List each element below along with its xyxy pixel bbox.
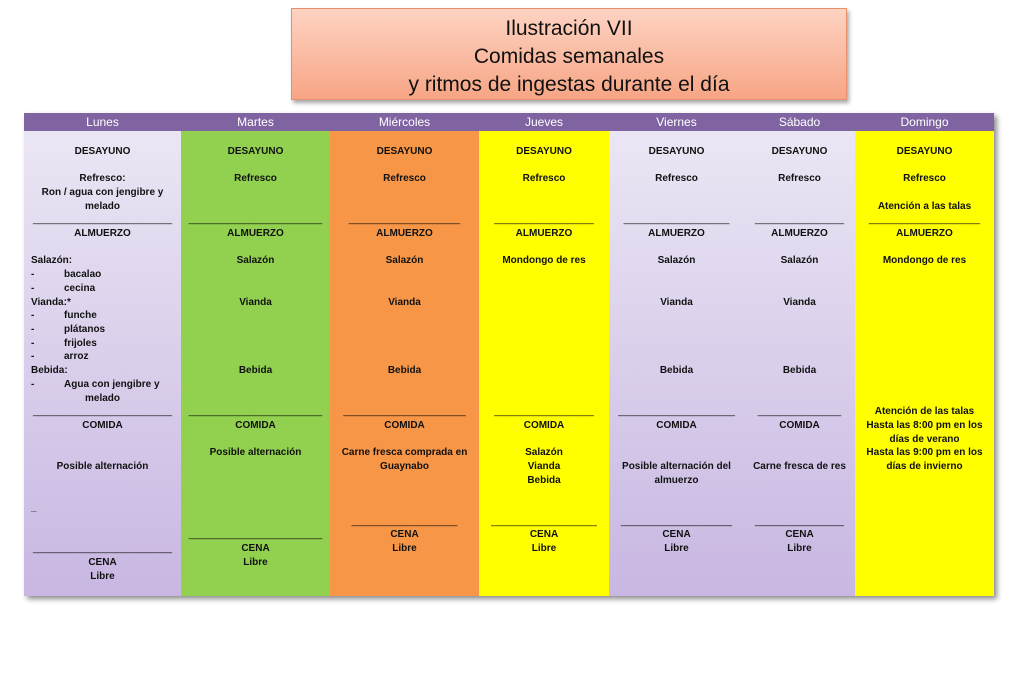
lunes-comida-desc: Posible alternación [56,461,149,472]
column-domingo [855,131,994,596]
header-martes: Martes [237,115,274,129]
separator: ___________________ [623,214,730,225]
separator: ___________________ [351,516,458,527]
sabado-salazon: Salazón [780,255,819,266]
header-miercoles: Miércoles [378,115,431,129]
miercoles-cena: CENA [390,529,419,540]
dash: - [31,310,35,321]
sabado-cena: CENA [785,529,814,540]
jueves-cena: CENA [529,529,559,540]
domingo-atencion: Atención a las talas [877,201,972,212]
separator: ________________ [755,516,844,527]
sabado-comida-desc: Carne fresca de res [753,461,846,472]
separator: _____________________ [618,406,735,417]
lunes-item-frijoles: frijoles [64,338,97,349]
column-sabado [744,131,855,596]
domingo-refresco: Refresco [903,173,946,184]
lunes-bebida: Bebida: [31,365,68,376]
domingo-almuerzo-desc: Mondongo de res [882,255,967,266]
viernes-almuerzo: ALMUERZO [648,228,705,239]
viernes-comida: COMIDA [656,420,697,431]
separator: ________________________ [188,406,323,417]
jueves-cena-desc: Libre [531,543,557,554]
viernes-cena: CENA [662,529,691,540]
lunes-refresco-desc-2: melado [84,201,120,212]
separator: ___________________ [491,516,597,527]
weekly-meals-table [24,113,994,596]
miercoles-bebida: Bebida [387,365,422,376]
sabado-comida: COMIDA [779,420,820,431]
header-sabado: Sábado [778,115,821,129]
lunes-almuerzo: ALMUERZO [74,228,131,239]
column-viernes [609,131,744,596]
header-viernes: Viernes [656,115,697,129]
lunes-item-cecina: cecina [64,283,96,294]
separator: _________________________ [32,543,173,554]
separator: ______________________ [343,406,466,417]
lunes-item-platanos: plátanos [64,324,106,335]
separator: ____________________ [620,516,733,527]
lunes-desayuno: DESAYUNO [74,146,131,157]
sabado-cena-desc: Libre [787,543,812,554]
martes-vianda: Vianda [239,297,272,308]
viernes-cena-desc: Libre [664,543,689,554]
column-martes [181,131,330,596]
miercoles-cena-desc: Libre [392,543,417,554]
sabado-almuerzo: ALMUERZO [771,228,828,239]
martes-almuerzo: ALMUERZO [227,228,284,239]
lunes-refresco-desc: Ron / agua con jengibre y [41,187,164,198]
jueves-refresco: Refresco [522,173,566,184]
dash: - [31,338,35,349]
lunes-salazon: Salazón: [31,255,73,266]
sabado-refresco: Refresco [778,173,821,184]
title-line-1: Ilustración VII [505,17,633,40]
martes-cena: CENA [241,543,270,554]
title-box [291,8,847,100]
miercoles-almuerzo: ALMUERZO [376,228,433,239]
martes-refresco: Refresco [234,173,277,184]
jueves-comida: COMIDA [523,420,565,431]
header-domingo: Domingo [900,115,949,129]
domingo-horario-verano: Hasta las 8:00 pm en los [866,420,983,431]
separator: _________________________ [32,406,173,417]
lunes-item-bacalao: bacalao [64,269,102,280]
jueves-almuerzo-desc: Mondongo de res [502,255,586,266]
separator: _________________________ [32,214,173,225]
domingo-desayuno: DESAYUNO [896,146,953,157]
martes-comida: COMIDA [235,420,276,431]
lunes-item-agua: Agua con jengibre y [64,379,160,390]
miercoles-salazon: Salazón [385,255,424,266]
sabado-vianda: Vianda [783,297,816,308]
domingo-horario-invierno-2: días de invierno [886,461,963,472]
separator: ____________________ [348,214,461,225]
miercoles-desayuno: DESAYUNO [376,146,433,157]
separator: ____________________ [868,214,981,225]
dash: - [31,269,35,280]
separator: __________________ [493,214,595,225]
lunes-cena: CENA [88,557,117,568]
viernes-desayuno: DESAYUNO [648,146,705,157]
domingo-horario-verano-2: días de verano [889,434,960,445]
viernes-comida-desc: Posible alternación del [622,461,731,472]
domingo-almuerzo: ALMUERZO [896,228,953,239]
column-lunes [24,131,181,596]
sabado-bebida: Bebida [782,365,817,376]
title-line-3: y ritmos de ingestas durante el día [408,73,730,96]
domingo-horario-invierno: Hasta las 9:00 pm en los [866,447,983,458]
martes-comida-desc: Posible alternación [209,447,302,458]
viernes-refresco: Refresco [655,173,698,184]
column-miercoles [330,131,479,596]
separator: ________________________ [188,214,323,225]
lunes-item-arroz: arroz [64,351,89,362]
separator: _______________ [757,406,842,417]
viernes-salazon: Salazón [657,255,696,266]
dash: - [31,379,35,390]
jueves-comida-bebida: Bebida [527,475,561,486]
column-jueves [479,131,609,596]
lunes-blank-mark: _ [31,502,37,513]
jueves-comida-salazon: Salazón [525,447,563,458]
lunes-comida: COMIDA [82,420,123,431]
dash: - [31,324,35,335]
dash: - [31,283,35,294]
dash: - [31,351,35,362]
miercoles-refresco: Refresco [383,173,426,184]
martes-cena-desc: Libre [243,557,268,568]
miercoles-comida: COMIDA [384,420,425,431]
lunes-item-funche: funche [64,310,97,321]
martes-salazon: Salazón [236,255,275,266]
header-jueves: Jueves [524,115,564,129]
jueves-almuerzo: ALMUERZO [515,228,573,239]
jueves-desayuno: DESAYUNO [516,146,572,157]
viernes-bebida: Bebida [659,365,694,376]
separator: ________________ [755,214,844,225]
title-line-2: Comidas semanales [473,45,665,68]
sabado-desayuno: DESAYUNO [771,146,828,157]
lunes-cena-desc: Libre [90,571,115,582]
miercoles-comida-desc-2: Guaynabo [380,461,429,472]
martes-desayuno: DESAYUNO [227,146,284,157]
viernes-vianda: Vianda [660,297,693,308]
header-lunes: Lunes [86,115,119,129]
table-header-row [24,113,994,131]
separator: __________________ [493,406,595,417]
domingo-atencion-talas: Atención de las talas [874,406,975,417]
lunes-item-melado: melado [84,393,120,404]
lunes-vianda: Vianda:* [31,297,71,308]
miercoles-comida-desc: Carne fresca comprada en [341,447,468,458]
jueves-comida-vianda: Vianda [527,461,561,472]
viernes-comida-desc-2: almuerzo [654,475,699,486]
separator: ________________________ [188,529,323,540]
martes-bebida: Bebida [238,365,273,376]
miercoles-vianda: Vianda [388,297,421,308]
lunes-refresco: Refresco: [79,173,126,184]
